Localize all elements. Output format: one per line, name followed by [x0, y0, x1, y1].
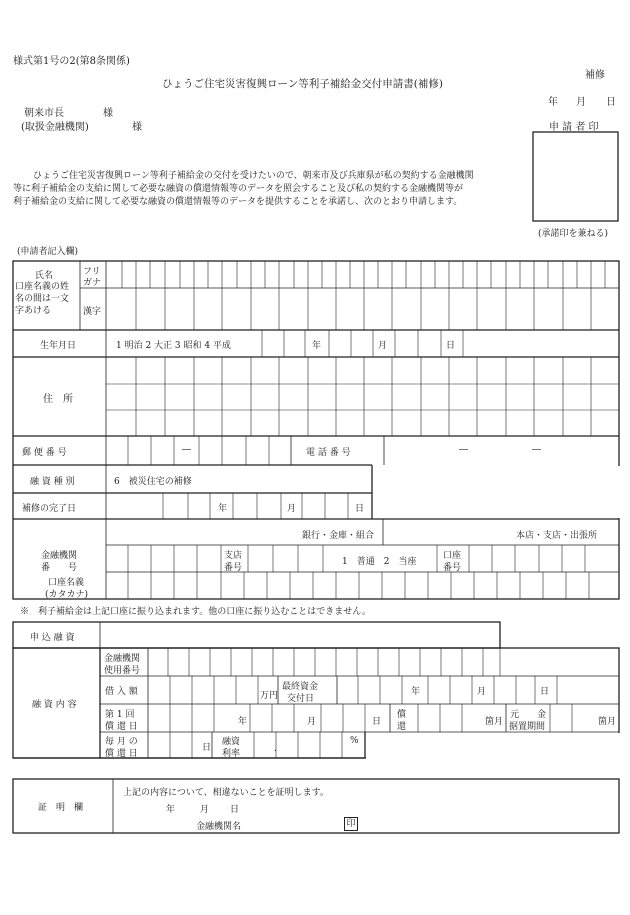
first-day-unit: 日 [372, 717, 382, 727]
bank-no-label-1: 金融機関 [41, 551, 78, 561]
name-note-2: 名の間は一文 [15, 294, 70, 304]
cert-day-unit: 日 [230, 805, 240, 815]
name-label: 氏名 [35, 271, 54, 281]
body-line-3: 利子補給金の支給に関して必要な融資の償還情報等のデータを提供することを承諾し、次のとおり申請します。 [13, 197, 463, 207]
first-repay-label-1: 第 1 回 [105, 710, 135, 720]
completion-day-unit: 日 [355, 504, 365, 514]
birth-day-unit: 日 [446, 341, 456, 351]
bank-addressee: (取扱金融機関) [21, 122, 89, 133]
first-month-unit: 月 [307, 717, 317, 727]
form-number: 様式第1号の2(第8条関係) [13, 56, 130, 67]
birth-month-unit: 月 [378, 341, 388, 351]
completion-label: 補修の完了日 [22, 504, 77, 514]
kanji-name-input[interactable] [107, 289, 619, 330]
final-date-label-2: 交付日 [287, 694, 315, 704]
account-no-label-2: 番号 [443, 563, 462, 573]
birth-label: 生年月日 [40, 341, 77, 351]
date-day: 日 [606, 97, 616, 108]
seal-note: (承諾印を兼ねる) [538, 229, 609, 239]
first-year-unit: 年 [238, 717, 248, 727]
postal-label: 郵 便 番 号 [22, 448, 67, 458]
account-type-options[interactable]: 1 普通 2 当座 [342, 557, 417, 567]
birth-era-options[interactable]: 1 明治 2 大正 3 昭和 4 平成 [116, 341, 231, 351]
final-year-unit: 年 [411, 687, 421, 697]
bank-honorific: 様 [132, 122, 142, 133]
cert-statement: 上記の内容について、相違ないことを証明します。 [123, 788, 329, 798]
branch-no-label-1: 支店 [224, 551, 243, 561]
transfer-note: ※ 利子補給金は上記口座に振り込まれます。他の口座に振り込むことはできません。 [20, 607, 371, 617]
body-line-2: 等に利子補給金の支給に関して必要な融資の償還情報等のデータを照会すること及び私の契約する金融機関等が [13, 184, 464, 194]
postal-dash: ― [182, 445, 191, 455]
phone-input[interactable] [385, 437, 619, 465]
branch-type-options[interactable]: 本店・支店・出張所 [516, 531, 598, 541]
percent-unit: % [350, 736, 359, 746]
rate-label-2: 利率 [222, 749, 241, 759]
furigana-label-2: ガナ [83, 278, 102, 288]
section-label: (申請者記入欄) [17, 247, 79, 257]
cert-bank-name-label: 金融機関名 [196, 822, 242, 832]
first-repay-label-2: 償 還 日 [105, 722, 138, 732]
branch-no-label-2: 番号 [224, 563, 243, 573]
loan-content-label: 融 資 内 容 [32, 700, 77, 710]
grace-label-2: 据置期間 [509, 722, 546, 732]
applicant-seal-label: 申 請 者 印 [549, 122, 599, 133]
date-month: 月 [576, 97, 586, 108]
final-date-label-1: 最終資金 [282, 682, 319, 692]
phone-dash-2: ― [532, 445, 541, 455]
kanji-label: 漢字 [83, 307, 102, 317]
rate-label-1: 融資 [222, 737, 241, 747]
phone-dash-1: ― [459, 445, 468, 455]
body-line-1: ひょうご住宅災害復興ローン等利子補給金の交付を受けたいので、朝来市及び兵庫県が私の契約する金融機関 [33, 171, 474, 181]
address-label: 住 所 [43, 394, 73, 405]
monthly-day-unit: 日 [202, 743, 212, 753]
use-no-label-1: 金融機関 [104, 654, 141, 664]
completion-year-unit: 年 [218, 504, 228, 514]
rate-decimal-dot: . [274, 744, 277, 754]
applicant-seal-box[interactable] [533, 132, 618, 221]
completion-month-unit: 月 [287, 504, 297, 514]
loan-type-label: 融 資 種 別 [30, 477, 75, 487]
date-year: 年 [548, 97, 558, 108]
grace-label-1: 元 金 [510, 710, 547, 720]
address-input[interactable] [107, 358, 619, 436]
mayor-honorific: 様 [103, 108, 113, 119]
applied-loan-label: 申 込 融 資 [30, 633, 75, 643]
monthly-label-2: 償 還 日 [105, 749, 138, 759]
borrow-label: 借 入 額 [105, 687, 138, 697]
months-unit-2: 箇月 [598, 717, 617, 727]
monthly-label-1: 毎 月 の [105, 737, 138, 747]
cert-year-unit: 年 [166, 805, 176, 815]
name-note-3: 字あける [15, 306, 52, 316]
holder-label-1: 口座名義 [48, 578, 85, 588]
use-no-label-2: 使用番号 [104, 666, 141, 676]
cert-seal-mark: 印 [344, 817, 358, 831]
final-day-unit: 日 [540, 687, 550, 697]
furigana-input[interactable] [107, 262, 619, 288]
name-note-1: 口座名義の姓 [15, 282, 70, 292]
furigana-label-1: フリ [83, 267, 101, 277]
cert-month-unit: 月 [200, 805, 210, 815]
mayor-name: 朝来市長 [24, 108, 64, 119]
final-month-unit: 月 [477, 687, 487, 697]
months-unit-1: 箇月 [485, 717, 504, 727]
account-no-label-1: 口座 [443, 551, 462, 561]
man-yen-unit: 万円 [260, 691, 279, 701]
form-title: ひょうご住宅災害復興ローン等利子補給金交付申請書(補修) [162, 78, 443, 90]
holder-label-2: (カタカナ) [45, 590, 89, 600]
cert-label: 証 明 欄 [38, 803, 84, 813]
bank-no-label-2: 番 号 [41, 563, 78, 573]
loan-type-value: 6 被災住宅の補修 [114, 477, 192, 487]
repair-label: 補修 [585, 70, 605, 81]
phone-label: 電 話 番 号 [306, 448, 351, 458]
bank-type-options[interactable]: 銀行・金庫・組合 [302, 531, 375, 541]
birth-year-unit: 年 [312, 341, 322, 351]
repay-label-1: 償 [397, 710, 407, 720]
repay-label-2: 還 [397, 722, 407, 732]
